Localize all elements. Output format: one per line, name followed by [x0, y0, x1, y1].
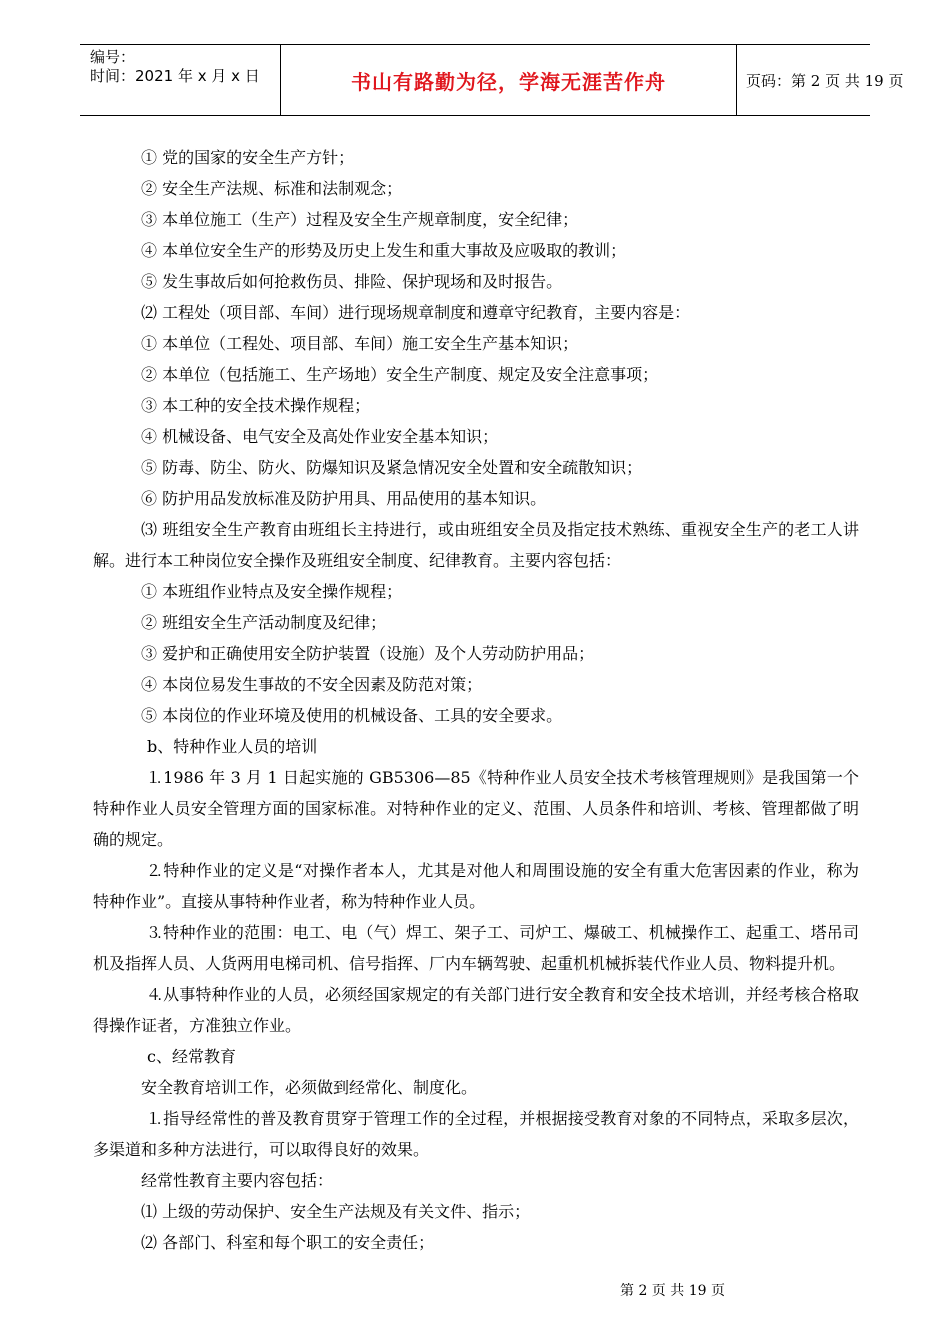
header-page-label: 页码：第 2 页 共 19 页	[746, 71, 904, 90]
body-paragraph: ② 本单位（包括施工、生产场地）安全生产制度、规定及安全注意事项；	[141, 365, 659, 384]
body-paragraph: ① 本班组作业特点及安全操作规程；	[141, 582, 403, 601]
header-motto-cell	[280, 45, 737, 115]
header-motto: 书山有路勤为径，学海无涯苦作舟	[351, 69, 666, 94]
number-label: 编号：	[90, 48, 136, 66]
body-paragraph: ④ 机械设备、电气安全及高处作业安全基本知识；	[141, 427, 499, 446]
body-paragraph: ② 安全生产法规、标准和法制观念；	[141, 179, 403, 198]
body-paragraph: ⑶ 班组安全生产教育由班组长主持进行，或由班组安全员及指定技术熟练、重视安全生产的老工人讲解。进行本工种岗位安全操作及班组安全制度、纪律教育。主要内容包括：	[93, 520, 859, 570]
header-meta	[80, 45, 280, 115]
body-paragraph: ① 党的国家的安全生产方针；	[141, 148, 355, 167]
document-body	[93, 142, 859, 1258]
time-label: 时间：2021 年 x 月 x 日	[90, 67, 260, 85]
body-paragraph: ⒉特种作业的定义是“对操作者本人，尤其是对他人和周围设施的安全有重大危害因素的作业，称为特种作业”。直接从事特种作业者，称为特种作业人员。	[93, 861, 859, 911]
body-paragraph: ③ 爱护和正确使用安全防护装置（设施）及个人劳动防护用品；	[141, 644, 595, 663]
body-paragraph: ⑵ 工程处（项目部、车间）进行现场规章制度和遵章守纪教育，主要内容是：	[141, 303, 691, 322]
body-paragraph: ⒊特种作业的范围：电工、电（气）焊工、架子工、司炉工、爆破工、机械操作工、起重工、塔吊司机及指挥人员、人货两用电梯司机、信号指挥、厂内车辆驾驶、起重机机械拆装代作业人员、物料提升机。	[93, 923, 859, 973]
body-paragraph: ⑤ 防毒、防尘、防火、防爆知识及紧急情况安全处置和安全疏散知识；	[141, 458, 643, 477]
body-paragraph: ⒈指导经常性的普及教育贯穿于管理工作的全过程，并根据接受教育对象的不同特点，采取多层次，多渠道和多种方法进行，可以取得良好的效果。	[93, 1109, 859, 1159]
body-paragraph: ⑤ 本岗位的作业环境及使用的机械设备、工具的安全要求。	[141, 706, 563, 725]
body-paragraph: 安全教育培训工作，必须做到经常化、制度化。	[141, 1078, 478, 1097]
body-paragraph: ⒈1986 年 3 月 1 日起实施的 GB5306—85《特种作业人员安全技术考核管理规则》是我国第一个特种作业人员安全管理方面的国家标准。对特种作业的定义、范围、人员条件和培训、考核、管理都做了明确的规定。	[93, 768, 859, 849]
body-paragraph: ④ 本单位安全生产的形势及历史上发生和重大事故及应吸取的教训；	[141, 241, 627, 260]
body-paragraph: ③ 本单位施工（生产）过程及安全生产规章制度，安全纪律；	[141, 210, 579, 229]
body-paragraph: ① 本单位（工程处、项目部、车间）施工安全生产基本知识；	[141, 334, 579, 353]
body-paragraph: ③ 本工种的安全技术操作规程；	[141, 396, 371, 415]
body-paragraph: 经常性教育主要内容包括：	[141, 1171, 334, 1190]
page-footer: 第 2 页 共 19 页	[620, 1283, 725, 1299]
body-paragraph: ⑴ 上级的劳动保护、安全生产法规及有关文件、指示；	[141, 1202, 531, 1221]
body-paragraph: ② 班组安全生产活动制度及纪律；	[141, 613, 387, 632]
document-header	[80, 44, 904, 116]
body-paragraph: ⒋从事特种作业的人员，必须经国家规定的有关部门进行安全教育和安全技术培训，并经考核合格取得操作证者，方准独立作业。	[93, 985, 859, 1035]
body-paragraph: ⑤ 发生事故后如何抢救伤员、排险、保护现场和及时报告。	[141, 272, 563, 291]
body-paragraph: ⑵ 各部门、科室和每个职工的安全责任；	[141, 1233, 435, 1252]
body-paragraph: b、特种作业人员的培训	[147, 737, 318, 756]
body-paragraph: c、经常教育	[147, 1047, 236, 1066]
body-paragraph: ④ 本岗位易发生事故的不安全因素及防范对策；	[141, 675, 483, 694]
header-page-cell	[736, 45, 904, 115]
body-paragraph: ⑥ 防护用品发放标准及防护用具、用品使用的基本知识。	[141, 489, 547, 508]
